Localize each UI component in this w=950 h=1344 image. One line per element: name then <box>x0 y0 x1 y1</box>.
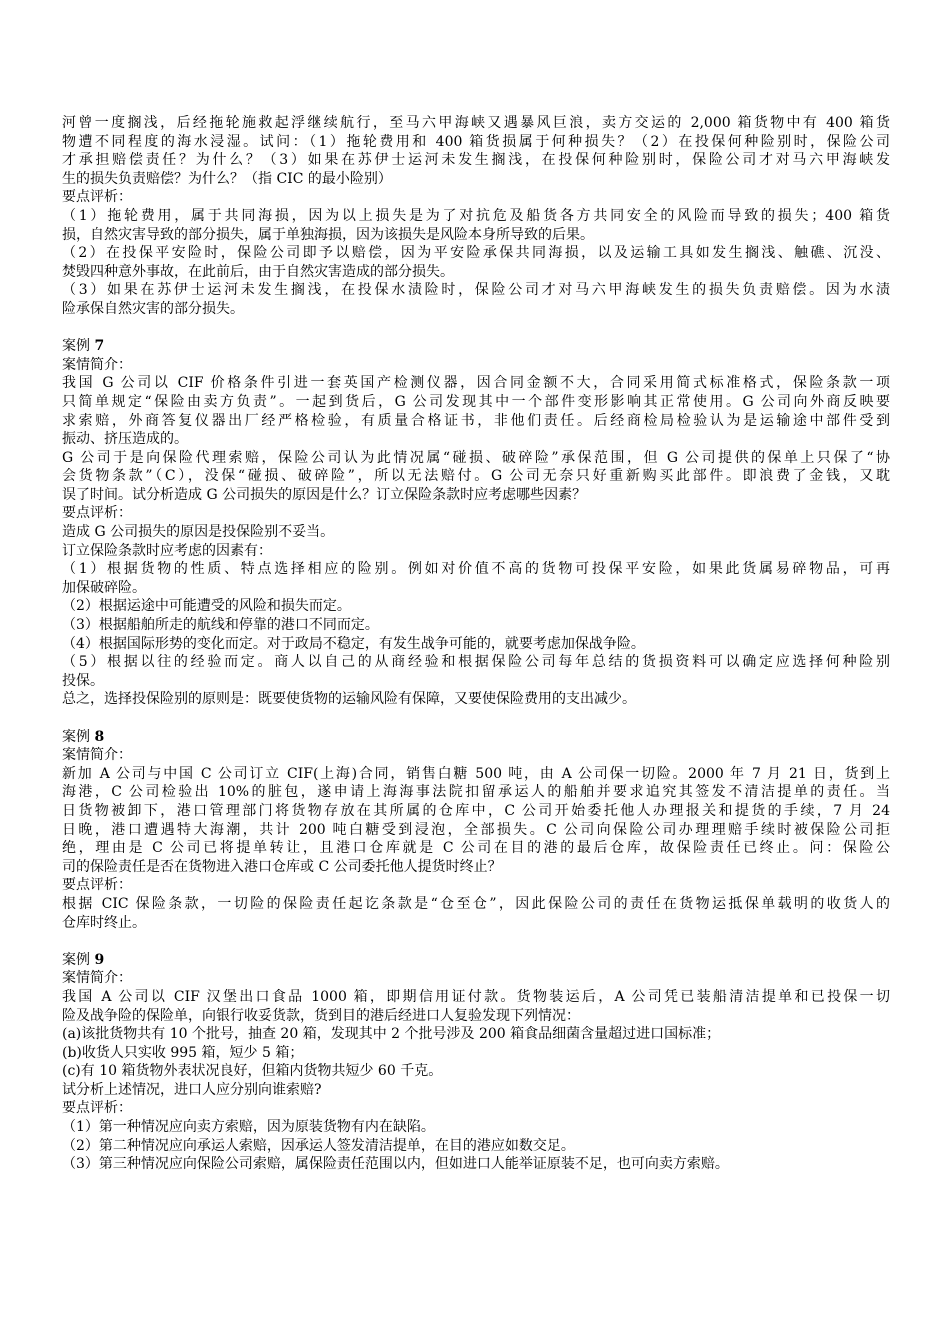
case-number: 8 <box>94 728 105 745</box>
analysis-line: （4）根据国际形势的变化而定。对于政局不稳定，有发生战争可能的，就要考虑加保战争险。 <box>62 635 645 652</box>
summary-line: 会货物条款”（C），没保“碰损、破碎险”，所以无法赔付。G 公司无奈只好重新购买此部件。即浪费了金钱，又耽 <box>62 468 890 485</box>
case-title <box>62 728 890 747</box>
analysis-line: 造成 G 公司损失的原因是投保险别不妥当。 <box>62 524 335 541</box>
question-line: 才承担赔偿责任？为什么？（3）如果在苏伊士运河未发生搁浅，在投保何种险别时，保险公司才对马六甲海峡发 <box>62 152 890 169</box>
analysis-heading: 要点评析： <box>62 505 132 522</box>
analysis-heading: 要点评析： <box>62 877 132 894</box>
analysis-line: 仓库时终止。 <box>62 914 146 931</box>
analysis-line: 投保。 <box>62 672 104 689</box>
case-8 <box>62 728 890 933</box>
summary-heading: 案情简介： <box>62 970 132 987</box>
analysis-line: 根据 CIC 保险条款，一切险的保险责任起讫条款是“仓至仓”，因此保险公司的责任在货物运抵保单载明的收货人的 <box>62 895 890 912</box>
case-label: 案例 <box>62 728 90 745</box>
analysis-line: （1）第一种情况应向卖方索赔，因为原装货物有内在缺陷。 <box>62 1119 435 1136</box>
analysis-line: （3）第三种情况应向保险公司索赔，属保险责任范围以内，但如进口人能举证原装不足，也可向卖方索赔。 <box>62 1156 729 1173</box>
summary-line: 绝，理由是 C 公司已将提单转让，且港口仓库就是 C 公司在目的港的最后仓库，故保险责任已终止。问：保险公 <box>62 840 890 857</box>
case-6-continuation <box>62 114 890 319</box>
analysis-line: （1）根据货物的性质、特点选择相应的险别。例如对价值不高的货物可投保平安险，如果此货属易碎物品，可再 <box>62 561 890 578</box>
summary-line: 我国 G 公司以 CIF 价格条件引进一套英国产检测仪器，因合同金额不大，合同采用简式标准格式，保险条款一项 <box>62 375 890 392</box>
case-label: 案例 <box>62 951 90 968</box>
section-gap <box>62 932 890 951</box>
summary-line: 我国 A 公司以 CIF 汉堡出口食品 1000 箱，即期信用证付款。货物装运后，A 公司凭已装船清洁提单和已投保一切 <box>62 988 890 1005</box>
summary-line: 试分析上述情况，进口人应分别向谁索赔? <box>62 1081 322 1098</box>
summary-line: 日货物被卸下，港口管理部门将货物存放在其所属的仓库中，C 公司开始委托他人办理报关和提货的手续，7 月 24 <box>62 802 890 819</box>
case-title <box>62 951 890 970</box>
analysis-line: 加保破碎险。 <box>62 579 146 596</box>
summary-heading: 案情简介： <box>62 356 132 373</box>
analysis-line: （2）根据运途中可能遭受的风险和损失而定。 <box>62 598 351 615</box>
case-title <box>62 337 890 356</box>
question-line: 生的损失负责赔偿？为什么？（指 CIC 的最小险别） <box>62 170 392 187</box>
document-content <box>62 114 890 1174</box>
section-gap <box>62 319 890 338</box>
summary-line: 求索赔，外商答复仪器出厂经严格检验，有质量合格证书，非他们责任。后经商检局检验认为是运输途中部件受到 <box>62 412 890 429</box>
summary-heading: 案情简介： <box>62 747 132 764</box>
analysis-line: 焚毁四种意外事故，在此前后，由于自然灾害造成的部分损失。 <box>62 263 454 280</box>
summary-line: 振动、挤压造成的。 <box>62 431 188 448</box>
analysis-line: 总之，选择投保险别的原则是：既要使货物的运输风险有保障，又要使保险费用的支出减少。 <box>62 691 636 708</box>
summary-line: (b)收货人只实收 995 箱，短少 5 箱； <box>62 1044 304 1061</box>
case-9 <box>62 951 890 1174</box>
analysis-line: 险承保自然灾害的部分损失。 <box>62 300 244 317</box>
analysis-line: （3）如果在苏伊士运河未发生搁浅，在投保水渍险时，保险公司才对马六甲海峡发生的损失负责赔偿。因为水渍 <box>62 282 890 299</box>
analysis-line: （2）在投保平安险时，保险公司即予以赔偿，因为平安险承保共同海损，以及运输工具如发生搁浅、触礁、沉没、 <box>62 245 890 262</box>
summary-line: 新加 A 公司与中国 C 公司订立 CIF(上海)合同，销售白糖 500 吨，由 A 公司保一切险。2000 年 7 月 21 日，货到上 <box>62 765 890 782</box>
analysis-line: （2）第二种情况应向承运人索赔，因承运人签发清洁提单，在目的港应如数交足。 <box>62 1137 575 1154</box>
analysis-line: （3）根据船舶所走的航线和停靠的港口不同而定。 <box>62 617 379 634</box>
summary-line: 险及战争险的保险单，向银行收妥货款，货到目的港后经进口人复验发现下列情况： <box>62 1007 580 1024</box>
question-line: 河曾一度搁浅，后经拖轮施救起浮继续航行，至马六甲海峡又遇暴风巨浪，卖方交运的 2,000 箱货物中有 400 箱货 <box>62 115 890 131</box>
analysis-heading: 要点评析： <box>62 189 132 206</box>
summary-line: 误了时间。试分析造成 G 公司损失的原因是什么？订立保险条款时应考虑哪些因素？ <box>62 486 587 503</box>
case-label: 案例 <box>62 338 90 355</box>
case-number: 9 <box>94 951 105 968</box>
analysis-line: （1）拖轮费用，属于共同海损，因为以上损失是为了对抗危及船货各方共同安全的风险而导致的损失；400 箱货 <box>62 207 890 224</box>
analysis-line: 损，自然灾害导致的部分损失，属于单独海损，因为该损失是风险本身所导致的后果。 <box>62 226 594 243</box>
summary-line: (c)有 10 箱货物外表状况良好，但箱内货物共短少 60 千克。 <box>62 1063 443 1080</box>
summary-line: 只简单规定“保险由卖方负责”。一起到货后，G 公司发现其中一个部件变形影响其正常使用。G 公司向外商反映要 <box>62 393 890 410</box>
summary-line: 海港，C 公司检验出 10%的脏包，遂申请上海海事法院扣留承运人的船舶并要求追究其签发不清洁提单的责任。当 <box>62 784 890 801</box>
summary-line: 日晚，港口遭遇特大海潮，共计 200 吨白糖受到浸泡，全部损失。C 公司向保险公司办理理赔手续时被保险公司拒 <box>62 821 890 838</box>
analysis-line: 订立保险条款时应考虑的因素有： <box>62 542 272 559</box>
analysis-line: （5）根据以往的经验而定。商人以自己的从商经验和根据保险公司每年总结的货损资料可以确定应选择何种险别 <box>62 654 890 671</box>
question-line: 物遭不同程度的海水浸湿。试问：（1）拖轮费用和 400 箱货损属于何种损失？（2）在投保何种险别时，保险公司 <box>62 133 890 150</box>
case-7 <box>62 337 890 709</box>
summary-line: G 公司于是向保险代理索赔，保险公司认为此情况属“碰损、破碎险”承保范围，但 G 公司提供的保单上只保了“协 <box>62 449 890 466</box>
analysis-heading: 要点评析： <box>62 1100 132 1117</box>
case-number: 7 <box>94 338 105 355</box>
section-gap <box>62 709 890 728</box>
summary-line: 司的保险责任是否在货物进入港口仓库或 C 公司委托他人提货时终止？ <box>62 858 502 875</box>
summary-line: (a)该批货物共有 10 个批号，抽查 20 箱，发现其中 2 个批号涉及 200 箱食品细菌含量超过进口国标准； <box>62 1026 721 1043</box>
